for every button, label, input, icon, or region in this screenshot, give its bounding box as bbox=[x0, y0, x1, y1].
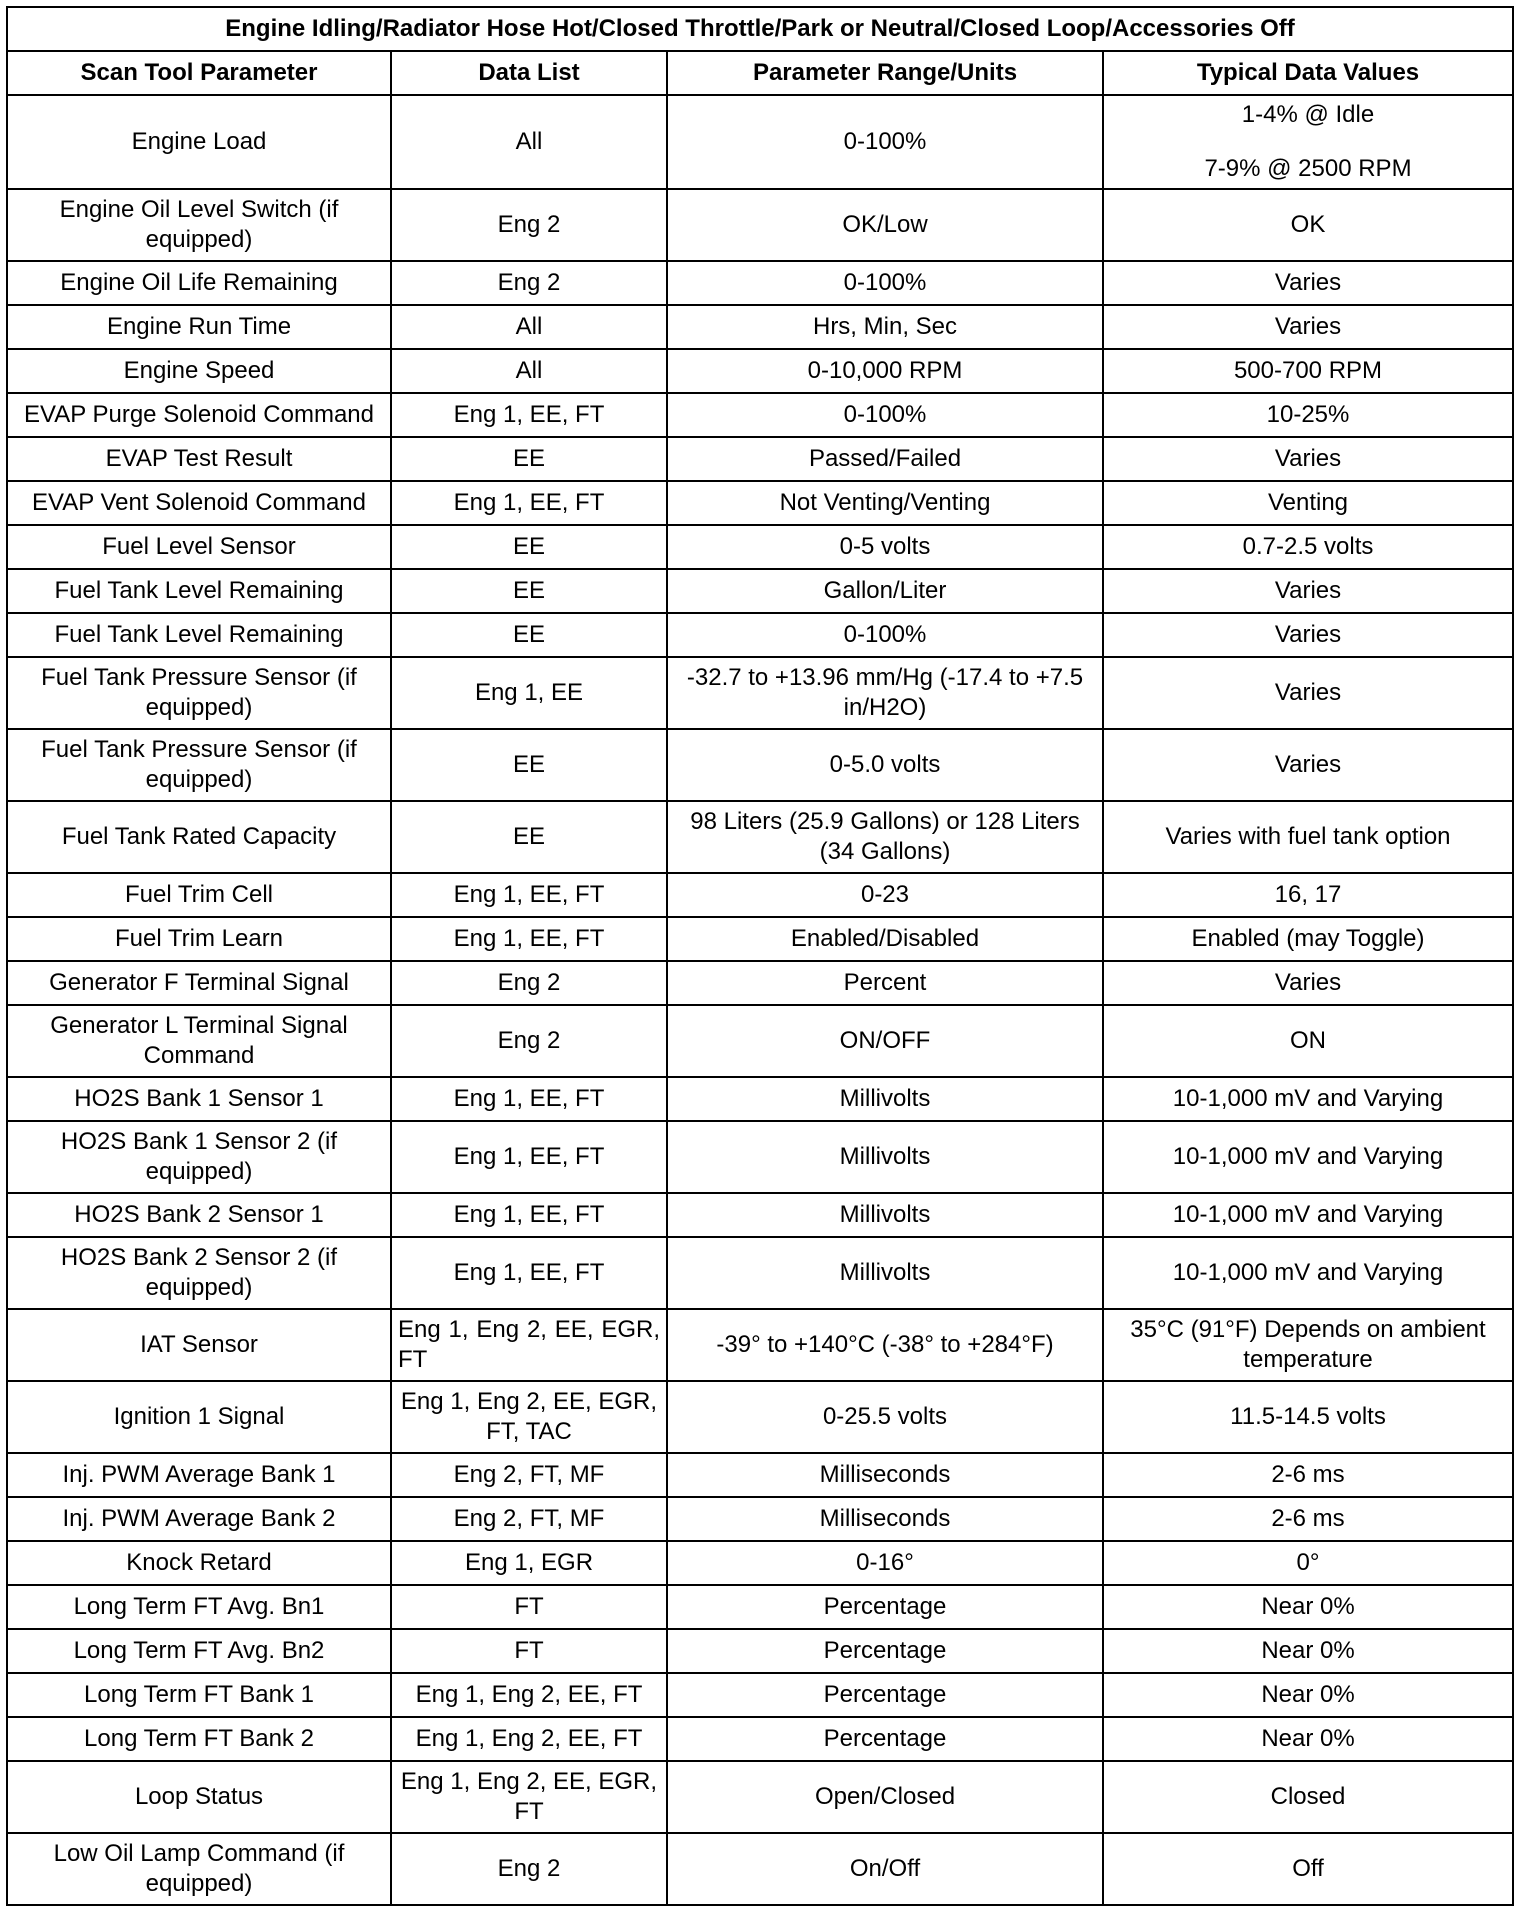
parameter-cell: Fuel Tank Level Remaining bbox=[7, 569, 391, 613]
parameter-cell: Ignition 1 Signal bbox=[7, 1381, 391, 1453]
range-cell: 0-25.5 volts bbox=[667, 1381, 1103, 1453]
table-row bbox=[7, 481, 1513, 525]
typical-cell: 11.5-14.5 volts bbox=[1103, 1381, 1513, 1453]
typical-cell: Near 0% bbox=[1103, 1585, 1513, 1629]
typical-cell: Off bbox=[1103, 1833, 1513, 1905]
column-header-data-list: Data List bbox=[391, 51, 667, 95]
data-list-cell: Eng 1, EE, FT bbox=[391, 481, 667, 525]
table-row bbox=[7, 657, 1513, 729]
range-cell: Passed/Failed bbox=[667, 437, 1103, 481]
range-cell: Millivolts bbox=[667, 1077, 1103, 1121]
data-list-cell: EE bbox=[391, 569, 667, 613]
parameter-cell: Generator L Terminal Signal Command bbox=[7, 1005, 391, 1077]
table-row bbox=[7, 1585, 1513, 1629]
range-cell: Gallon/Liter bbox=[667, 569, 1103, 613]
column-header-parameter: Scan Tool Parameter bbox=[7, 51, 391, 95]
table-row bbox=[7, 801, 1513, 873]
typical-cell: Closed bbox=[1103, 1761, 1513, 1833]
table-row bbox=[7, 95, 1513, 189]
table-row bbox=[7, 1193, 1513, 1237]
table-row bbox=[7, 189, 1513, 261]
typical-cell: Near 0% bbox=[1103, 1673, 1513, 1717]
data-list-cell: EE bbox=[391, 729, 667, 801]
data-list-cell: All bbox=[391, 349, 667, 393]
typical-cell: 0° bbox=[1103, 1541, 1513, 1585]
parameter-cell: IAT Sensor bbox=[7, 1309, 391, 1381]
parameter-cell: Long Term FT Avg. Bn1 bbox=[7, 1585, 391, 1629]
table-row bbox=[7, 349, 1513, 393]
data-list-cell: All bbox=[391, 305, 667, 349]
range-cell: Hrs, Min, Sec bbox=[667, 305, 1103, 349]
typical-cell: 0.7-2.5 volts bbox=[1103, 525, 1513, 569]
range-cell: Millivolts bbox=[667, 1193, 1103, 1237]
parameter-cell: Fuel Trim Learn bbox=[7, 917, 391, 961]
column-header-range-units: Parameter Range/Units bbox=[667, 51, 1103, 95]
data-list-cell: Eng 1, EE, FT bbox=[391, 873, 667, 917]
range-cell: Millivolts bbox=[667, 1121, 1103, 1193]
typical-cell: Varies bbox=[1103, 261, 1513, 305]
range-cell: OK/Low bbox=[667, 189, 1103, 261]
range-cell: 0-5 volts bbox=[667, 525, 1103, 569]
table-row bbox=[7, 613, 1513, 657]
table-row bbox=[7, 393, 1513, 437]
parameter-cell: Fuel Tank Pressure Sensor (if equipped) bbox=[7, 729, 391, 801]
scan-tool-data-table bbox=[6, 6, 1514, 1906]
parameter-cell: Low Oil Lamp Command (if equipped) bbox=[7, 1833, 391, 1905]
table-row bbox=[7, 261, 1513, 305]
typical-cell: Varies bbox=[1103, 305, 1513, 349]
table-title: Engine Idling/Radiator Hose Hot/Closed Throttle/Park or Neutral/Closed Loop/Accessories Off bbox=[7, 7, 1513, 51]
parameter-cell: HO2S Bank 2 Sensor 2 (if equipped) bbox=[7, 1237, 391, 1309]
parameter-cell: Knock Retard bbox=[7, 1541, 391, 1585]
data-list-cell: Eng 2 bbox=[391, 189, 667, 261]
table-row bbox=[7, 1237, 1513, 1309]
range-cell: 0-16° bbox=[667, 1541, 1103, 1585]
data-list-cell: Eng 1, EGR bbox=[391, 1541, 667, 1585]
table-row bbox=[7, 525, 1513, 569]
typical-2500rpm-value: 7-9% @ 2500 RPM bbox=[1204, 155, 1412, 182]
typical-cell: Varies bbox=[1103, 729, 1513, 801]
data-list-cell: Eng 1, EE, FT bbox=[391, 1077, 667, 1121]
range-cell: Open/Closed bbox=[667, 1761, 1103, 1833]
typical-cell: Near 0% bbox=[1103, 1629, 1513, 1673]
range-cell: 0-100% bbox=[667, 613, 1103, 657]
table-row bbox=[7, 1541, 1513, 1585]
parameter-cell: Inj. PWM Average Bank 2 bbox=[7, 1497, 391, 1541]
table-row bbox=[7, 437, 1513, 481]
range-cell: 0-100% bbox=[667, 393, 1103, 437]
range-cell: Enabled/Disabled bbox=[667, 917, 1103, 961]
scan-tool-data-sheet bbox=[6, 6, 1512, 1906]
data-list-cell: Eng 2, FT, MF bbox=[391, 1453, 667, 1497]
data-list-cell: Eng 1, Eng 2, EE, FT bbox=[391, 1717, 667, 1761]
range-cell: 98 Liters (25.9 Gallons) or 128 Liters (34 Gallons) bbox=[667, 801, 1103, 873]
data-list-cell: Eng 2 bbox=[391, 1005, 667, 1077]
table-title-row bbox=[7, 7, 1513, 51]
table-row bbox=[7, 1077, 1513, 1121]
table-row bbox=[7, 1381, 1513, 1453]
table-row bbox=[7, 1497, 1513, 1541]
data-list-cell: Eng 2 bbox=[391, 961, 667, 1005]
range-cell: -32.7 to +13.96 mm/Hg (-17.4 to +7.5 in/H2O) bbox=[667, 657, 1103, 729]
range-cell: 0-10,000 RPM bbox=[667, 349, 1103, 393]
parameter-cell: HO2S Bank 2 Sensor 1 bbox=[7, 1193, 391, 1237]
typical-cell: 10-25% bbox=[1103, 393, 1513, 437]
typical-cell: Varies bbox=[1103, 569, 1513, 613]
parameter-cell: Loop Status bbox=[7, 1761, 391, 1833]
typical-cell: 10-1,000 mV and Varying bbox=[1103, 1237, 1513, 1309]
typical-cell: Varies bbox=[1103, 613, 1513, 657]
data-list-cell: EE bbox=[391, 801, 667, 873]
typical-idle-value: 1-4% @ Idle bbox=[1241, 101, 1375, 128]
table-row bbox=[7, 1761, 1513, 1833]
typical-cell: OK bbox=[1103, 189, 1513, 261]
typical-cell: 16, 17 bbox=[1103, 873, 1513, 917]
parameter-cell: Long Term FT Bank 2 bbox=[7, 1717, 391, 1761]
table-row bbox=[7, 305, 1513, 349]
data-list-cell: Eng 1, Eng 2, EE, EGR, FT, TAC bbox=[391, 1381, 667, 1453]
table-row bbox=[7, 917, 1513, 961]
range-cell: 0-23 bbox=[667, 873, 1103, 917]
parameter-cell: Engine Run Time bbox=[7, 305, 391, 349]
typical-cell bbox=[1103, 95, 1513, 189]
data-list-cell: Eng 2, FT, MF bbox=[391, 1497, 667, 1541]
typical-cell: Varies with fuel tank option bbox=[1103, 801, 1513, 873]
parameter-cell: HO2S Bank 1 Sensor 1 bbox=[7, 1077, 391, 1121]
range-cell: Millivolts bbox=[667, 1237, 1103, 1309]
table-row bbox=[7, 1121, 1513, 1193]
table-row bbox=[7, 729, 1513, 801]
parameter-cell: EVAP Test Result bbox=[7, 437, 391, 481]
parameter-cell: Long Term FT Bank 1 bbox=[7, 1673, 391, 1717]
data-list-cell: Eng 2 bbox=[391, 261, 667, 305]
parameter-cell: Fuel Tank Level Remaining bbox=[7, 613, 391, 657]
table-row bbox=[7, 1673, 1513, 1717]
range-cell: 0-5.0 volts bbox=[667, 729, 1103, 801]
data-list-cell: Eng 1, EE, FT bbox=[391, 393, 667, 437]
data-list-cell: Eng 1, EE bbox=[391, 657, 667, 729]
typical-cell: Varies bbox=[1103, 961, 1513, 1005]
parameter-cell: Engine Speed bbox=[7, 349, 391, 393]
parameter-cell: EVAP Vent Solenoid Command bbox=[7, 481, 391, 525]
parameter-cell: Fuel Tank Pressure Sensor (if equipped) bbox=[7, 657, 391, 729]
data-list-cell: Eng 1, EE, FT bbox=[391, 917, 667, 961]
parameter-cell: Fuel Level Sensor bbox=[7, 525, 391, 569]
data-list-cell: FT bbox=[391, 1629, 667, 1673]
typical-cell: 35°C (91°F) Depends on ambient temperature bbox=[1103, 1309, 1513, 1381]
parameter-cell: EVAP Purge Solenoid Command bbox=[7, 393, 391, 437]
table-row bbox=[7, 1309, 1513, 1381]
table-row bbox=[7, 961, 1513, 1005]
typical-cell: Varies bbox=[1103, 657, 1513, 729]
table-row bbox=[7, 873, 1513, 917]
parameter-cell: Fuel Tank Rated Capacity bbox=[7, 801, 391, 873]
parameter-cell: HO2S Bank 1 Sensor 2 (if equipped) bbox=[7, 1121, 391, 1193]
data-list-cell: Eng 1, EE, FT bbox=[391, 1121, 667, 1193]
table-row bbox=[7, 1005, 1513, 1077]
typical-cell: ON bbox=[1103, 1005, 1513, 1077]
range-cell: On/Off bbox=[667, 1833, 1103, 1905]
data-list-cell: Eng 2 bbox=[391, 1833, 667, 1905]
parameter-cell: Fuel Trim Cell bbox=[7, 873, 391, 917]
table-row bbox=[7, 569, 1513, 613]
range-cell: Percentage bbox=[667, 1717, 1103, 1761]
range-cell: Milliseconds bbox=[667, 1453, 1103, 1497]
column-header-typical-values: Typical Data Values bbox=[1103, 51, 1513, 95]
typical-cell: Enabled (may Toggle) bbox=[1103, 917, 1513, 961]
parameter-cell: Long Term FT Avg. Bn2 bbox=[7, 1629, 391, 1673]
table-row bbox=[7, 1629, 1513, 1673]
typical-cell: 2-6 ms bbox=[1103, 1453, 1513, 1497]
range-cell: Not Venting/Venting bbox=[667, 481, 1103, 525]
data-list-cell: Eng 1, EE, FT bbox=[391, 1193, 667, 1237]
data-list-cell: EE bbox=[391, 525, 667, 569]
typical-cell: Varies bbox=[1103, 437, 1513, 481]
typical-cell: 2-6 ms bbox=[1103, 1497, 1513, 1541]
data-list-cell: EE bbox=[391, 437, 667, 481]
parameter-cell: Engine Oil Life Remaining bbox=[7, 261, 391, 305]
typical-cell: Near 0% bbox=[1103, 1717, 1513, 1761]
table-header-row bbox=[7, 51, 1513, 95]
data-list-cell: Eng 1, EE, FT bbox=[391, 1237, 667, 1309]
range-cell: -39° to +140°C (-38° to +284°F) bbox=[667, 1309, 1103, 1381]
range-cell: 0-100% bbox=[667, 261, 1103, 305]
data-list-cell: EE bbox=[391, 613, 667, 657]
range-cell: Percent bbox=[667, 961, 1103, 1005]
range-cell: Milliseconds bbox=[667, 1497, 1103, 1541]
parameter-cell: Generator F Terminal Signal bbox=[7, 961, 391, 1005]
data-list-cell: FT bbox=[391, 1585, 667, 1629]
parameter-cell: Engine Oil Level Switch (if equipped) bbox=[7, 189, 391, 261]
data-list-cell: Eng 1, Eng 2, EE, EGR, FT bbox=[391, 1309, 667, 1381]
range-cell: Percentage bbox=[667, 1673, 1103, 1717]
typical-cell: 10-1,000 mV and Varying bbox=[1103, 1077, 1513, 1121]
range-cell: Percentage bbox=[667, 1629, 1103, 1673]
typical-cell: Venting bbox=[1103, 481, 1513, 525]
parameter-cell: Engine Load bbox=[7, 95, 391, 189]
range-cell: ON/OFF bbox=[667, 1005, 1103, 1077]
parameter-cell: Inj. PWM Average Bank 1 bbox=[7, 1453, 391, 1497]
table-row bbox=[7, 1453, 1513, 1497]
data-list-cell: Eng 1, Eng 2, EE, EGR, FT bbox=[391, 1761, 667, 1833]
typical-cell: 500-700 RPM bbox=[1103, 349, 1513, 393]
typical-cell: 10-1,000 mV and Varying bbox=[1103, 1121, 1513, 1193]
table-row bbox=[7, 1833, 1513, 1905]
table-row bbox=[7, 1717, 1513, 1761]
range-cell: 0-100% bbox=[667, 95, 1103, 189]
typical-cell: 10-1,000 mV and Varying bbox=[1103, 1193, 1513, 1237]
range-cell: Percentage bbox=[667, 1585, 1103, 1629]
data-list-cell: Eng 1, Eng 2, EE, FT bbox=[391, 1673, 667, 1717]
data-list-cell: All bbox=[391, 95, 667, 189]
